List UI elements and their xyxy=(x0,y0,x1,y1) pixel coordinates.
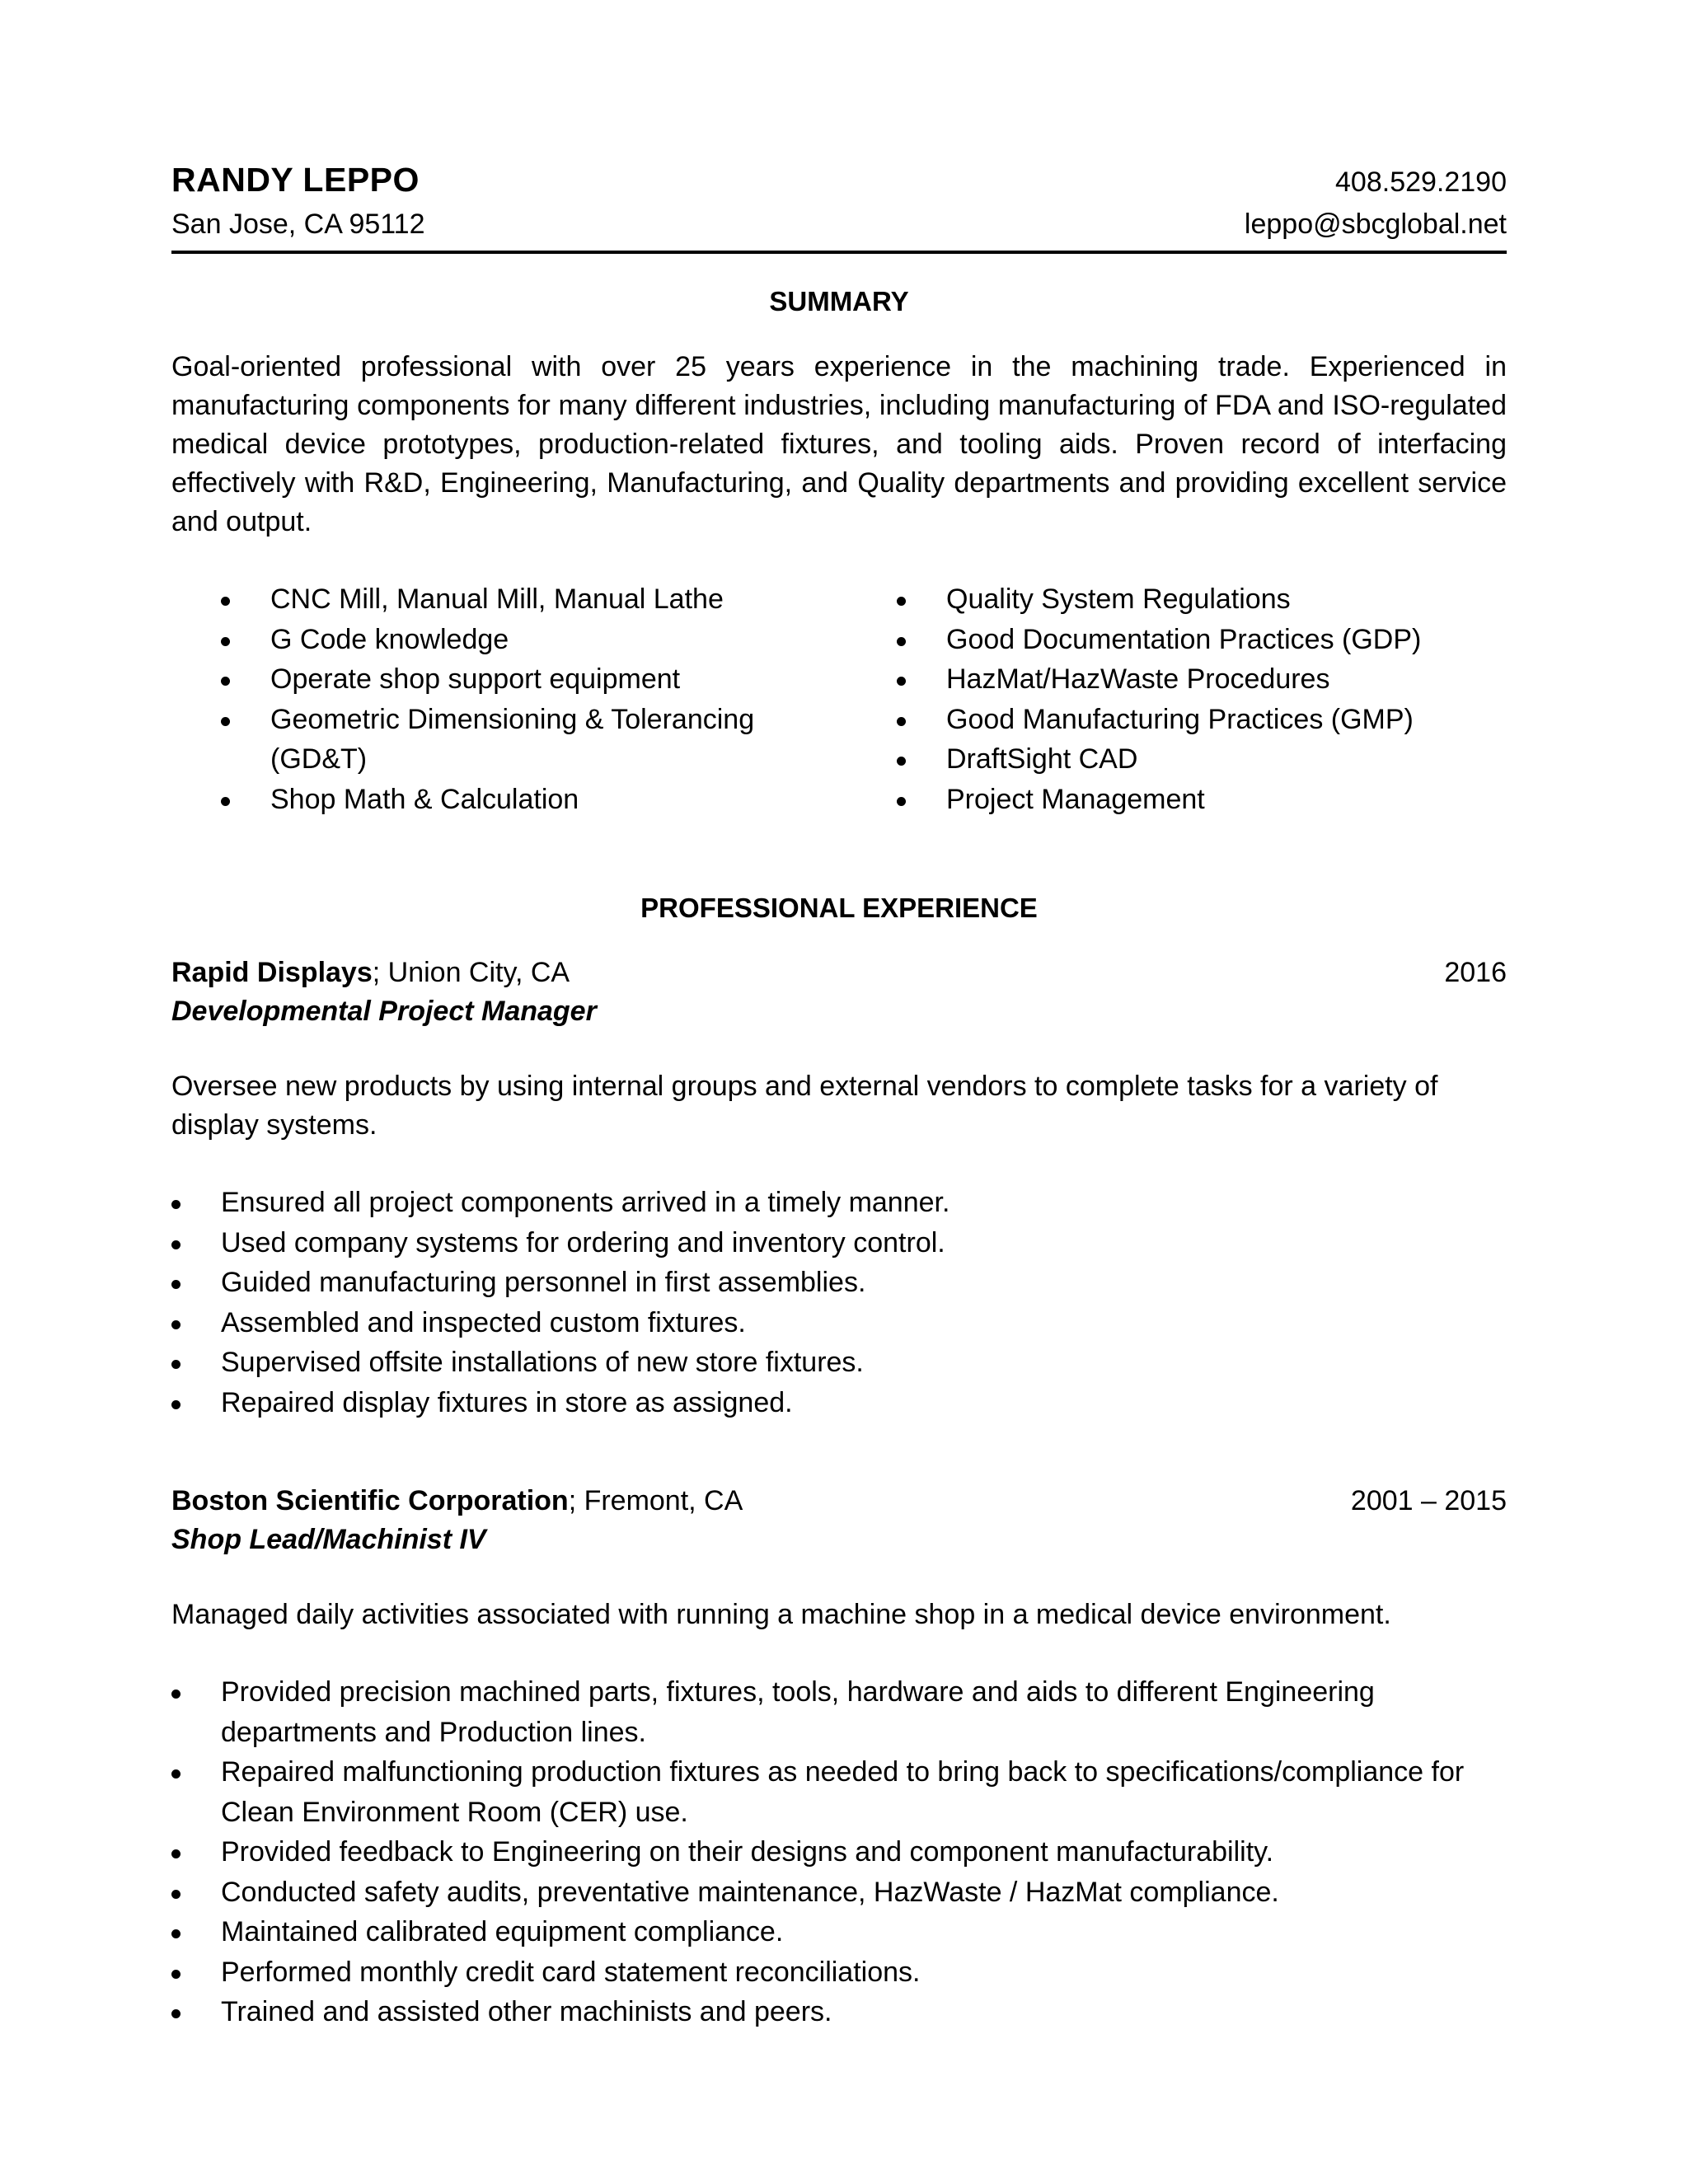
header-bottom-row xyxy=(171,205,1507,244)
skill-item: G Code knowledge xyxy=(221,620,847,660)
duty-item: Performed monthly credit card statement reconciliations. xyxy=(171,1952,1507,1993)
job-employer xyxy=(171,954,570,992)
skill-item: DraftSight CAD xyxy=(897,739,1507,780)
phone-number: 408.529.2190 xyxy=(1335,166,1507,198)
job-description: Managed daily activities associated with running a machine shop in a medical device environment. xyxy=(171,1599,1391,1630)
duty-item: Conducted safety audits, preventative maintenance, HazWaste / HazMat compliance. xyxy=(171,1872,1507,1913)
job-title: Shop Lead/Machinist IV xyxy=(171,1524,486,1555)
company-location: ; Fremont, CA xyxy=(568,1485,743,1516)
skill-item: CNC Mill, Manual Mill, Manual Lathe xyxy=(221,579,847,620)
duty-item: Ensured all project components arrived in a timely manner. xyxy=(171,1183,1507,1223)
experience-heading: PROFESSIONAL EXPERIENCE xyxy=(640,893,1038,923)
job-employer xyxy=(171,1482,743,1521)
duty-item: Used company systems for ordering and inventory control. xyxy=(171,1223,1507,1263)
skill-item: HazMat/HazWaste Procedures xyxy=(897,659,1507,700)
duty-item: Assembled and inspected custom fixtures. xyxy=(171,1303,1507,1343)
summary-heading: SUMMARY xyxy=(769,286,909,316)
job-description: Oversee new products by using internal groups and external vendors to complete tasks for a variety of display systems. xyxy=(171,1071,1438,1141)
skill-item: Geometric Dimensioning & Tolerancing (GD&T) xyxy=(221,700,847,780)
duty-item: Supervised offsite installations of new store fixtures. xyxy=(171,1343,1507,1383)
job-header xyxy=(171,1482,1507,1521)
skill-item: Quality System Regulations xyxy=(897,579,1507,620)
skill-item: Good Documentation Practices (GDP) xyxy=(897,620,1507,660)
header-divider xyxy=(171,251,1507,254)
job-dates: 2001 – 2015 xyxy=(1350,1485,1507,1516)
skill-item: Shop Math & Calculation xyxy=(221,780,847,820)
duty-item: Maintained calibrated equipment compliance. xyxy=(171,1912,1507,1952)
duty-item: Provided feedback to Engineering on their designs and component manufacturability. xyxy=(171,1832,1507,1872)
summary-text: Goal-oriented professional with over 25 years experience in the machining trade. Experienced in manufacturing components for many different industries, including manufacturing of FDA and ISO-regulated medical device prototypes, production-related fixtures, and tooling aids. Proven record of interfacing effectively with R&D, Engineering, Manufacturing, and Quality departments and providing excellent service and output. xyxy=(171,351,1507,537)
job-duties xyxy=(171,1672,1507,2032)
company-name: Rapid Displays xyxy=(171,957,373,988)
skill-item: Project Management xyxy=(897,780,1507,820)
company-location: ; Union City, CA xyxy=(372,957,570,988)
duty-item: Trained and assisted other machinists and peers. xyxy=(171,1992,1507,2032)
company-name: Boston Scientific Corporation xyxy=(171,1485,569,1516)
skill-item: Good Manufacturing Practices (GMP) xyxy=(897,700,1507,740)
duty-item: Provided precision machined parts, fixtures, tools, hardware and aids to different Engineering departments and Production lines. xyxy=(171,1672,1507,1752)
job-title: Developmental Project Manager xyxy=(171,996,597,1027)
resume-page xyxy=(171,157,1507,2032)
email: leppo@sbcglobal.net xyxy=(1244,209,1507,240)
candidate-name: RANDY LEPPO xyxy=(171,161,420,199)
job-entry xyxy=(171,954,1507,1422)
job-entry xyxy=(171,1482,1507,2032)
skills-right-column xyxy=(847,579,1507,819)
duty-item: Repaired display fixtures in store as assigned. xyxy=(171,1383,1507,1423)
duty-item: Guided manufacturing personnel in first assemblies. xyxy=(171,1263,1507,1303)
job-dates: 2016 xyxy=(1444,957,1507,988)
skills-left-column xyxy=(171,579,847,819)
skill-item: Operate shop support equipment xyxy=(221,659,847,700)
job-duties xyxy=(171,1183,1507,1422)
job-header xyxy=(171,954,1507,992)
header-top-row xyxy=(171,157,1507,205)
duty-item: Repaired malfunctioning production fixtures as needed to bring back to specifications/compliance for Clean Environment Room (CER) use. xyxy=(171,1752,1507,1832)
skills-list xyxy=(171,579,1507,819)
location: San Jose, CA 95112 xyxy=(171,209,425,240)
